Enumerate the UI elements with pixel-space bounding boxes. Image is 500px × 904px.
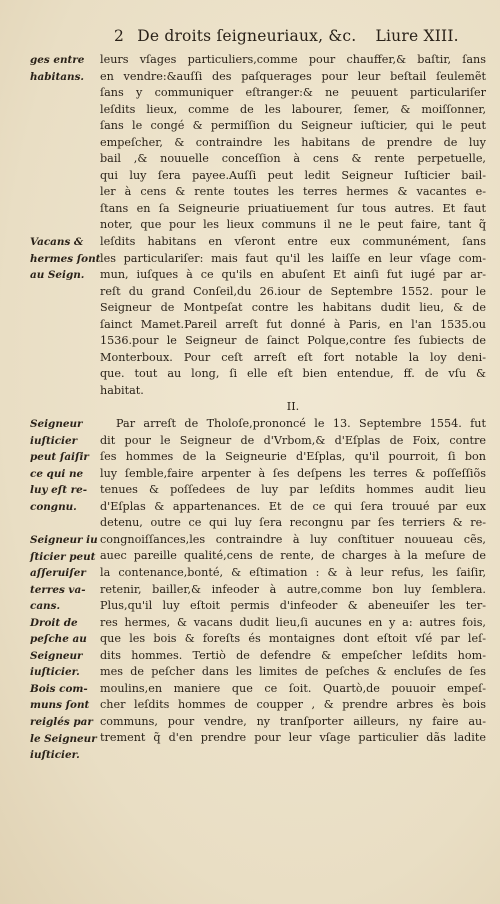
text-line: dit pour le Seigneur de d'Vrbom,& d'Eſplas de Foix, contre <box>100 433 486 447</box>
text-line: en vendre:&auſſi des paſquerages pour leur beſtail ſeulemẽt <box>100 69 486 83</box>
page-number: 2 <box>114 27 125 45</box>
text-line: reſt du grand Conſeil,du 26.iour de Septembre 1552. pour le <box>100 284 486 298</box>
text-line: leurs vſages particuliers,comme pour chauffer,& baſtir, ſans <box>100 53 486 66</box>
text-line: II. <box>286 400 300 414</box>
text-line: mun, iuſques à ce qu'ils en abuſent Et ainſi fut iugé par ar- <box>100 268 486 282</box>
text-line: leſdits habitans en vſeront entre eux communément, ſans <box>100 235 486 249</box>
running-header <box>114 27 459 45</box>
margin-note: ges entre habitans. <box>30 54 85 83</box>
header-book: Liure XIII. <box>375 27 459 45</box>
text-line: ſtans en ſa Seigneurie priuatiuement ſur tous autres. Et faut <box>100 201 486 215</box>
text-line: que les bois & foreſts és montaignes dont eſtoit vſé par leſ- <box>100 632 486 646</box>
body-text <box>100 52 486 747</box>
text-line: communs, pour vendre, ny tranſporter ailleurs, ny faire au- <box>100 714 486 728</box>
text-line: Monterboux. Pour ceſt arreſt eſt fort notable la loy deni- <box>100 350 486 364</box>
text-line: empeſcher, & contraindre les habitans de prendre de luy <box>100 135 486 149</box>
text-line: ſans y communiquer eſtranger:& ne peuuent particulariſer <box>100 86 486 100</box>
text-line: ſainct Mamet.Pareil arreſt fut donné à Paris, en l'an 1535.ou <box>100 317 486 331</box>
text-line: congnoiſſances,les contraindre à luy conſtituer nouueau cẽs, <box>100 532 486 546</box>
text-line: tenues & poſſedees de luy par leſdits hommes audit lieu <box>100 483 486 497</box>
text-line: res hermes, & vacans dudit lieu,ſi aucunes en y a: autres fois, <box>100 615 486 629</box>
margin-note: Vacans & hermes ſont au Seign. <box>30 236 101 282</box>
text-line: trement q̃ d'en prendre pour leur vſage particulier dãs ladite <box>100 731 486 745</box>
header-title: De droits ſeigneuriaux, &c. <box>137 27 357 45</box>
text-line: retenir, bailler,& infeoder à autre,comme bon luy ſemblera. <box>100 582 486 596</box>
margin-note: Bois com- muns ſont reiglés par le Seigneur iuſticier. <box>30 682 97 762</box>
text-line: Par arreſt de Tholoſe,prononcé le 13. Septembre 1554. fut <box>116 417 486 431</box>
text-line: mes de peſcher dans les limites de peſches & encluſes de ſes <box>100 665 486 679</box>
text-line: 1536.pour le Seigneur de ſainct Polque,contre ſes ſubiects de <box>100 334 486 348</box>
text-line: moulins,en maniere que ce ſoit. Quartò,de pouuoir empeſ- <box>100 681 486 695</box>
text-line: d'Eſplas & appartenances. Et de ce qui ſera trouué par eux <box>100 499 486 513</box>
text-line: detenu, outre ce qui luy ſera recongnu par ſes terriers & re- <box>100 516 486 530</box>
text-line: leſdits lieux, comme de les labourer, ſemer, & moiſſonner, <box>100 102 486 116</box>
text-line: ſans le congé & permiſſion du Seigneur iuſticier, qui le peut <box>100 119 486 133</box>
text-line: la contenance,bonté, & eſtimation : & à leur refus, les ſaiſir, <box>100 565 486 579</box>
text-line: les particulariſer: mais faut qu'il les laiſſe en leur vſage com- <box>100 251 486 265</box>
text-line: Plus,qu'il luy eſtoit permis d'infeoder & abeneuiſer les ter- <box>100 599 486 613</box>
text-line: bail ,& nouuelle conceſſion à cens & rente perpetuelle, <box>100 152 486 166</box>
text-line: auec pareille qualité,cens de rente, de charges à la meſure de <box>100 549 486 563</box>
text-line: que. tout au long, ſi elle eſt bien entendue, ff. de vſu & <box>100 367 486 381</box>
text-line: dits hommes. Tertiò de defendre & empeſcher leſdits hom- <box>100 648 486 662</box>
text-line: luy ſemble,faire arpenter à ſes deſpens les terres & poſſeſſiõs <box>100 466 486 480</box>
text-line: noter, que pour les lieux communs il ne le peut faire, tant q̃ <box>100 218 486 232</box>
text-line: Seigneur de Montpeſat contre les habitans dudit lieu, & de <box>100 301 486 315</box>
margin-note: Droit de peſche au Seigneur iuſticier. <box>30 616 87 679</box>
margin-note: Seigneur iuſticier peut ſaiſir ce qui ne luy eſt re- congnu. <box>30 418 89 514</box>
text-line: ler à cens & rente toutes les terres hermes & vacantes e- <box>100 185 486 199</box>
margin-note: Seigneur iu ſticier peut aſſeruiſer terres va- cans. <box>30 533 98 613</box>
text-line: ſes hommes de la Seigneurie d'Eſplas, qu'il pourroit, ſi bon <box>100 450 486 464</box>
text-line: cher leſdits hommes de coupper , & prendre arbres ès bois <box>100 698 486 712</box>
text-line: habitat. <box>100 383 144 397</box>
text-line: qui luy ſera payee.Auſſi peut ledit Seigneur Iuſticier bail- <box>100 168 486 182</box>
